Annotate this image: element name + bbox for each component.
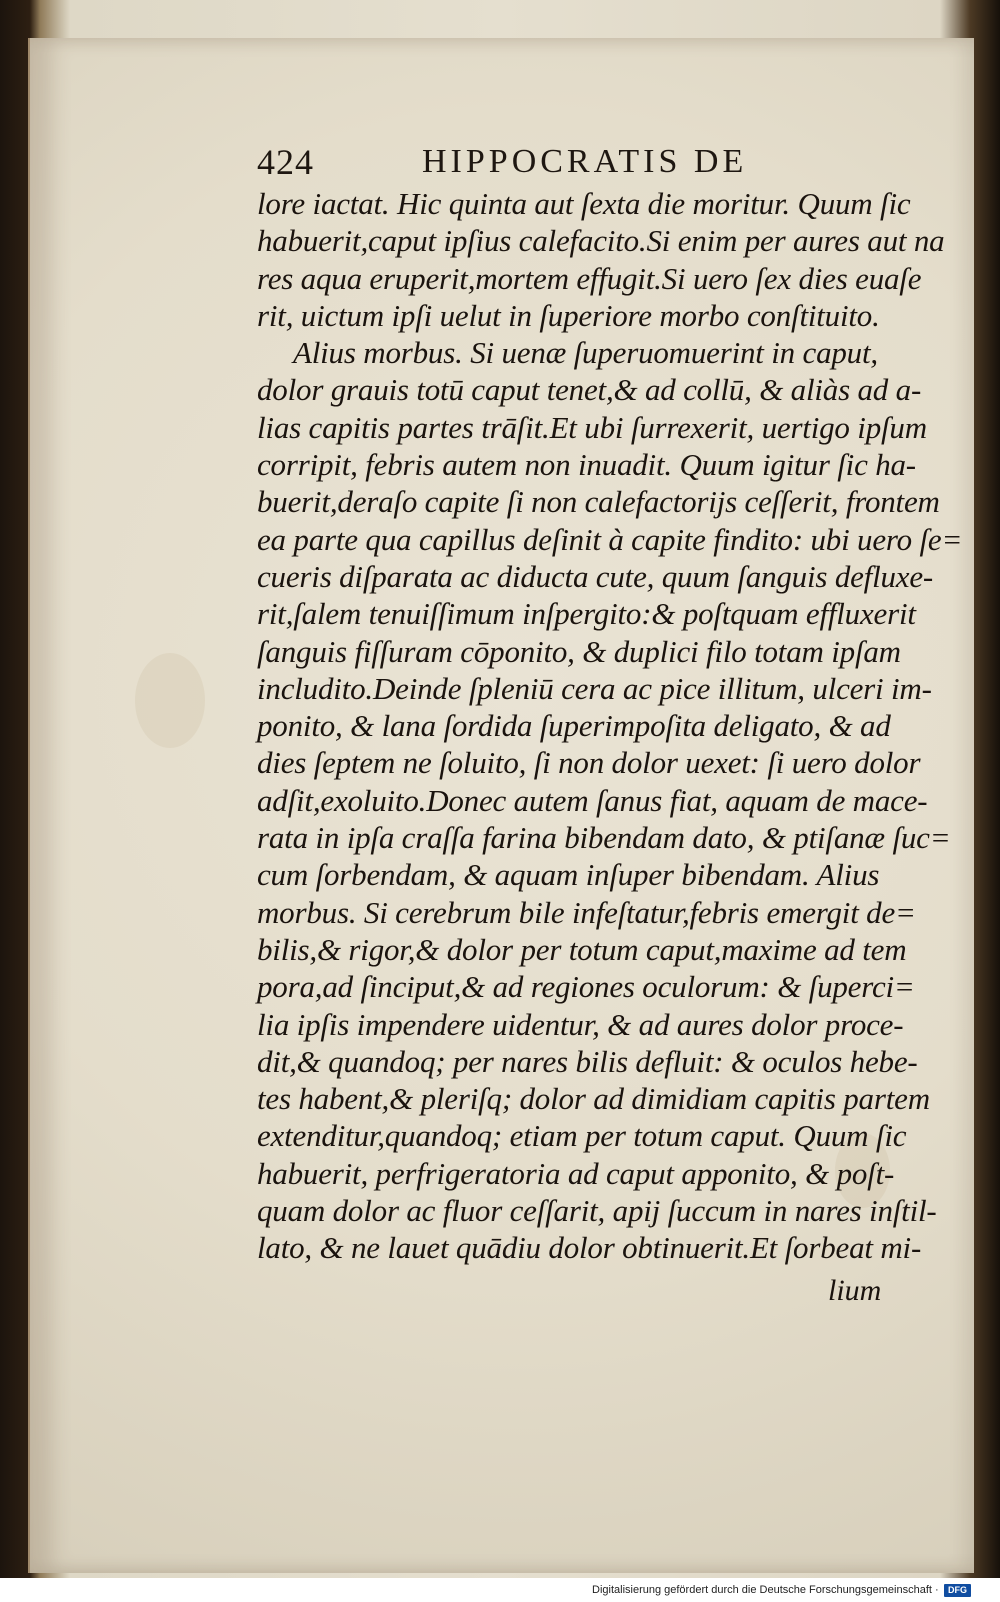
text-line: includito.Deinde ſpleniū cera ac pice illitum, ulceri im- [257,670,932,706]
text-line: corripit, febris autem non inuadit. Quum igitur ſic ha- [257,447,916,483]
text-line: bilis,& rigor,& dolor per totum caput,maxime ad tem [257,931,907,967]
text-line: extenditur,quandoq; etiam per totum caput. Quum ſic [257,1118,907,1154]
text-line: ponito, & lana ſordida ſuperimpoſita deligato, & ad [257,708,891,744]
digitization-credit: Digitalisierung gefördert durch die Deutsche Forschungsgemeinschaft · [592,1584,939,1596]
text-line: habuerit,caput ipſius calefacito.Si enim per aures aut na [257,223,945,259]
catchword: lium [828,1274,882,1307]
text-line: lia ipſis impendere uidentur, & ad aures dolor proce- [257,1006,904,1042]
text-line: lato, & ne lauet quādiu dolor obtinuerit.Et ſorbeat mi- [257,1230,922,1266]
text-line: pora,ad ſinciput,& ad regiones oculorum: & ſuperci= [257,969,915,1005]
text-line: adſit,exoluito.Donec autem ſanus fiat, aquam de mace- [257,782,928,818]
text-line: tes habent,& pleriſq; dolor ad dimidiam capitis partem [257,1081,930,1117]
text-line: Alius morbus. Si uenæ ſuperuomuerint in caput, [293,335,878,371]
latin-text-block [257,185,963,1267]
page-header [257,140,777,184]
dfg-logo: DFG [944,1584,971,1597]
page-number: 424 [257,142,314,182]
text-line: quam dolor ac fluor ceſſarit, apij ſuccum in nares inſtil- [257,1193,937,1229]
text-line: rit,ſalem tenuiſſimum inſpergito:& poſtquam effluxerit [257,596,916,632]
text-line: ſanguis fiſſuram cōponito, & duplici filo totam ipſam [257,633,901,669]
running-title: HIPPOCRATIS DE [422,143,748,180]
text-line: habuerit, perfrigeratoria ad caput apponito, & poſt- [257,1155,895,1191]
text-line: rata in ipſa craſſa farina bibendam dato, & ptiſanæ ſuc= [257,820,951,856]
text-line: lore iactat. Hic quinta aut ſexta die moritur. Quum ſic [257,186,911,221]
paper-stain [135,653,205,748]
text-line: morbus. Si cerebrum bile infeſtatur,febris emergit de= [257,894,916,930]
text-line: buerit,deraſo capite ſi non calefactorijs ceſſerit, frontem [257,484,940,520]
text-line: dies ſeptem ne ſoluito, ſi non dolor uexet: ſi uero dolor [257,745,921,781]
text-line: ea parte qua capillus deſinit à capite findito: ubi uero ſe= [257,521,963,557]
text-line: cum ſorbendam, & aquam inſuper bibendam. Alius [257,857,880,893]
text-line: res aqua eruperit,mortem effugit.Si uero ſex dies euaſe [257,260,922,296]
text-line: dolor grauis totū caput tenet,& ad collū, & aliàs ad a- [257,372,922,408]
text-line: dit,& quandoq; per nares bilis defluit: & oculos hebe- [257,1043,918,1079]
text-line: rit, uictum ipſi uelut in ſuperiore morbo conſtituito. [257,297,880,333]
text-line: cueris diſparata ac diducta cute, quum ſanguis defluxe- [257,558,934,594]
text-line: lias capitis partes trāſit.Et ubi ſurrexerit, uertigo ipſum [257,409,927,445]
